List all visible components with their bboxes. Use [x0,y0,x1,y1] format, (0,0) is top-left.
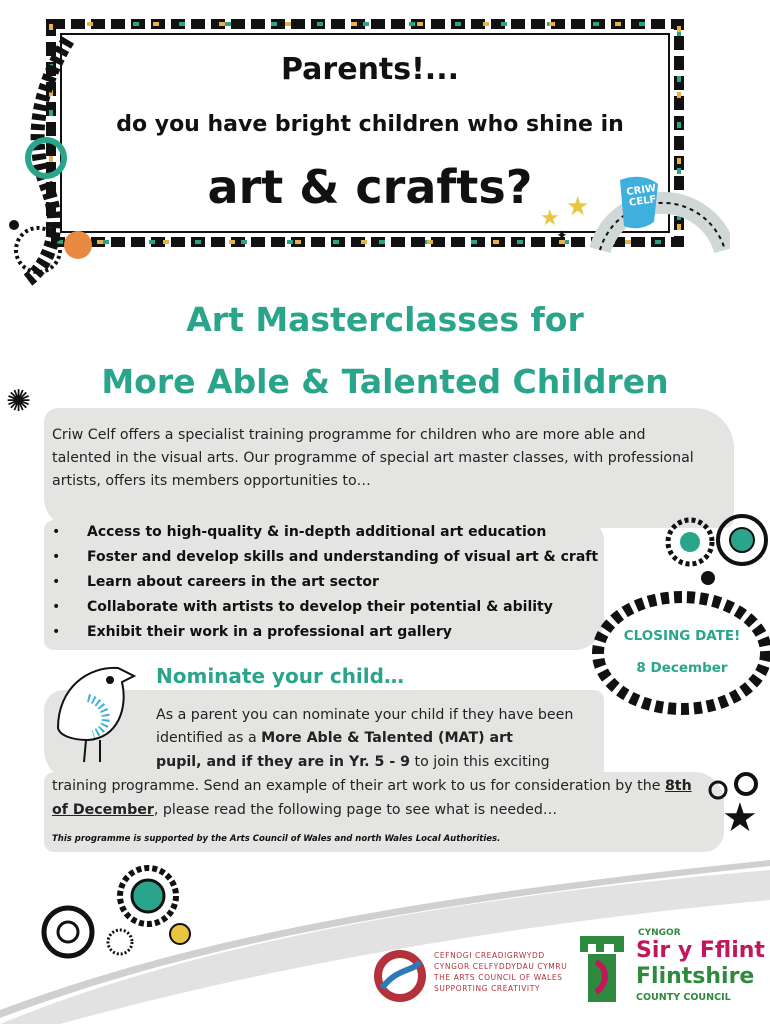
closing-date-ring [588,588,770,718]
criw-celf-badge-text: CRIW CELF [625,183,658,209]
star-icon: ★ [566,192,590,222]
flintshire-cyngor: CYNGOR [638,928,681,938]
nominate-text: of December, please read the following page to see what is needed… [52,802,558,818]
star-icon: ✦ [556,228,568,244]
list-item: • Exhibit their work in a professional art gallery [52,620,612,645]
arts-council-text: CEFNOGI CREADIGRWYDD CYNGOR CELFYDDYDAU CYMRU THE ARTS COUNCIL OF WALES SUPPORTING CREATIVITY [434,951,568,993]
nominate-text: identified as a More Able & Talented (MAT) art [156,730,513,746]
list-item: • Learn about careers in the art sector [52,570,612,595]
closing-date-value: 8 December [636,660,728,676]
flintshire-welsh-name: Sir y Fflint [636,938,765,963]
intro-paragraph: Criw Celf offers a specialist training programme for children who are more able and talented in the visual arts. Our programme of special art master classes, with professional artists, offers its members opportunities to… [52,427,694,489]
list-item: • Access to high-quality & in-depth additional art education [52,520,612,545]
flintshire-english-name: Flintshire [636,964,755,989]
nominate-text: training programme. Send an example of their art work to us for consideration by the 8th [52,778,692,794]
flintshire-logo [574,932,630,1004]
arts-council-logo [372,948,428,1004]
flower-icon: ✺ [6,384,32,419]
header-headline: art & crafts? [207,160,533,214]
star-icon: ★ [722,795,758,841]
section-heading: Art Masterclasses for [186,300,584,339]
circle-decoration [28,862,218,972]
support-note: This programme is supported by the Arts Council of Wales and north Wales Local Authorities. [52,834,501,844]
bird-illustration [48,658,140,768]
closing-date-label: CLOSING DATE! [623,628,741,644]
nominate-heading: Nominate your child… [156,664,404,688]
benefits-list [52,520,612,645]
header-title: Parents!... [281,52,459,87]
nominate-text: As a parent you can nominate your child if they have been [156,707,574,723]
list-item: • Foster and develop skills and understanding of visual art & craft [52,545,612,570]
list-item: • Collaborate with artists to develop their potential & ability [52,595,612,620]
header-subtitle: do you have bright children who shine in [116,112,624,137]
flintshire-county-council: COUNTY COUNCIL [636,992,731,1003]
star-icon: ★ [540,206,560,231]
section-heading: More Able & Talented Children [101,362,669,401]
circle-decoration [704,768,764,808]
circle-decoration [650,512,770,592]
nominate-text: pupil, and if they are in Yr. 5 - 9 to join this exciting [156,754,550,770]
